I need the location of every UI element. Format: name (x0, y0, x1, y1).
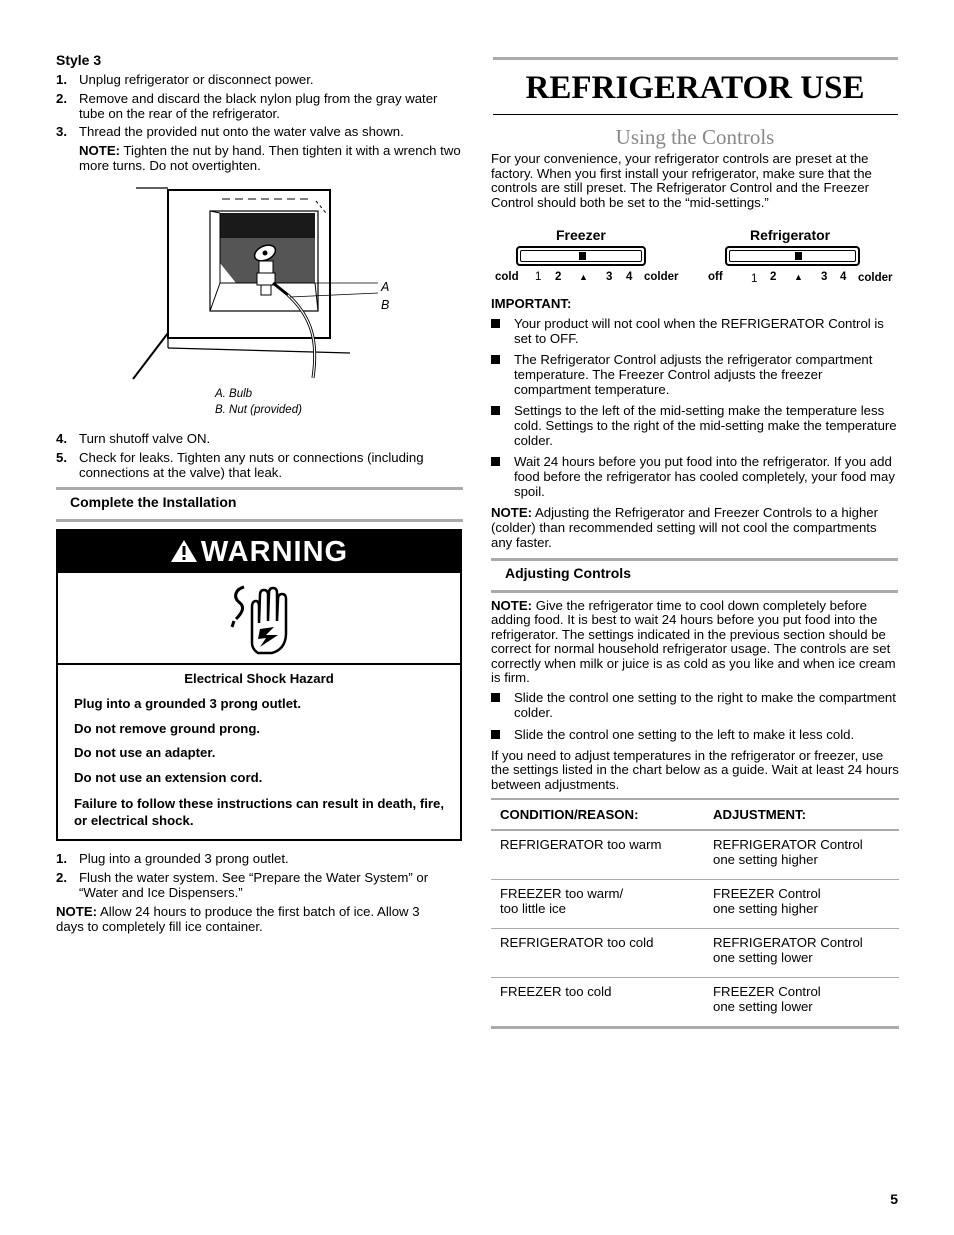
fridge-dial-left: off (708, 271, 723, 283)
warning-item: Do not use an extension cord. (74, 770, 263, 785)
table-cell-adjustment: REFRIGERATOR Control one setting higher (704, 830, 899, 880)
note-cooldown: NOTE: Give the refrigerator time to cool down completely before adding food. It is best to wait 24 hours before you put food into the refrigerator. The settings indicated in the previous section should be correct for normal household refrigerator usage. The controls are set correctly when milk or juice is as cold as you like and when ice cream is firm. (491, 598, 896, 686)
bullet-item: Slide the control one setting to the left to make it less cold. (491, 727, 899, 742)
note-ice: NOTE: Allow 24 hours to produce the first batch of ice. Allow 3 days to completely fill ice container. (56, 904, 420, 934)
fridge-mark: 2 (770, 271, 777, 283)
figure-label-b: B (381, 298, 390, 312)
bullet-square-icon (491, 457, 500, 466)
table-cell-adjustment: FREEZER Control one setting lower (704, 978, 899, 1028)
bullet-square-icon (491, 693, 500, 702)
warning-item: Failure to follow these instructions can result in death, fire, or electrical shock. (74, 796, 445, 828)
freezer-mark: 2 (555, 271, 562, 283)
adjustment-table (491, 798, 899, 1029)
table-cell-condition: FREEZER too warm/ too little ice (491, 880, 704, 929)
important-label: IMPORTANT: (491, 296, 572, 311)
step-item: 3. Thread the provided nut onto the water valve as shown. (56, 124, 404, 139)
title-bottom-rule (493, 114, 898, 115)
figure-caption-b: B. Nut (provided) (215, 404, 302, 416)
freezer-slider[interactable] (516, 246, 646, 266)
hazard-title: Electrical Shock Hazard (184, 671, 334, 686)
warning-box (56, 529, 462, 841)
freezer-dial-label: Freezer (556, 227, 606, 243)
step-item: 1. Plug into a grounded 3 prong outlet. (56, 851, 289, 866)
table-header-row (491, 799, 899, 830)
fridge-mid-mark: ▲ (794, 272, 803, 282)
water-valve-illustration (128, 183, 398, 383)
table-cell-adjustment: REFRIGERATOR Control one setting lower (704, 929, 899, 978)
fridge-mark: 1 (751, 273, 758, 285)
freezer-slider-knob[interactable] (579, 252, 586, 260)
table-row (491, 880, 899, 929)
page-number: 5 (890, 1191, 898, 1207)
bullet-square-icon (491, 355, 500, 364)
warning-item: Do not remove ground prong. (74, 721, 261, 736)
bullet-square-icon (491, 406, 500, 415)
section-complete-installation (56, 487, 463, 522)
table-row (491, 978, 899, 1028)
page-title: REFRIGERATOR USE (525, 70, 865, 106)
note-tighten: NOTE: Tighten the nut by hand. Then tighten it with a wrench two more turns. Do not overtighten. (79, 143, 461, 173)
figure-label-a: A (381, 280, 390, 294)
step-item: 2. Flush the water system. See “Prepare the Water System” or “Water and Ice Dispensers.” (56, 870, 429, 900)
bullet-item: Settings to the left of the mid-setting make the temperature less cold. Settings to the right of the mid-setting make the temperature colder. (491, 403, 899, 448)
section-subtitle: Using the Controls (615, 125, 775, 149)
table-cell-adjustment: FREEZER Control one setting higher (704, 880, 899, 929)
fridge-mark: 3 (821, 271, 828, 283)
warning-item: Plug into a grounded 3 prong outlet. (74, 696, 302, 711)
step-item: 2. Remove and discard the black nylon plug from the gray water tube on the rear of the refrigerator. (56, 91, 438, 121)
table-cell-condition: FREEZER too cold (491, 978, 704, 1028)
warning-divider (58, 663, 460, 665)
table-row (491, 929, 899, 978)
warning-item: Do not use an adapter. (74, 745, 216, 760)
bullet-item: Slide the control one setting to the right to make the compartment colder. (491, 690, 899, 720)
warning-header (58, 531, 460, 573)
fridge-dial-right: colder (858, 272, 893, 284)
note-colder: NOTE: Adjusting the Refrigerator and Freezer Controls to a higher (colder) than recommended setting will not cool the compartments any faster. (491, 505, 879, 550)
figure-caption-a: A. Bulb (215, 388, 253, 400)
electrical-shock-hand-icon (214, 583, 296, 655)
section-adjusting-controls (491, 558, 898, 593)
fridge-slider-knob[interactable] (795, 252, 802, 260)
step-item: 5. Check for leaks. Tighten any nuts or connections (including connections at the valve) that leak. (56, 450, 424, 480)
warning-triangle-icon (170, 539, 198, 563)
bullet-square-icon (491, 319, 500, 328)
fridge-dial-label: Refrigerator (750, 227, 831, 243)
fridge-mark: 4 (840, 271, 847, 283)
freezer-mid-mark: ▲ (579, 272, 588, 282)
freezer-mark: 1 (535, 271, 542, 283)
bullet-square-icon (491, 730, 500, 739)
bullet-item: Wait 24 hours before you put food into the refrigerator. If you add food before the refrigerator has cooled completely, your food may spoil. (491, 454, 899, 499)
bullet-item: The Refrigerator Control adjusts the refrigerator compartment temperature. The Freezer Control adjusts the freezer compartment temperature. (491, 352, 899, 397)
table-header-adjustment: ADJUSTMENT: (704, 799, 899, 830)
fridge-slider[interactable] (725, 246, 860, 266)
style-heading: Style 3 (56, 52, 102, 68)
table-cell-condition: REFRIGERATOR too warm (491, 830, 704, 880)
step-item: 1. Unplug refrigerator or disconnect power. (56, 72, 314, 87)
table-cell-condition: REFRIGERATOR too cold (491, 929, 704, 978)
warning-title: WARNING (58, 537, 460, 567)
freezer-mark: 3 (606, 271, 613, 283)
intro-paragraph: For your convenience, your refrigerator controls are preset at the factory. When you first install your refrigerator, make sure that the controls are still preset. The Refrigerator Control and the Freezer Control should both be set to the “mid-settings.” (491, 151, 872, 210)
section-heading: Adjusting Controls (505, 565, 631, 581)
freezer-dial-left: cold (495, 271, 519, 283)
bullet-item: Your product will not cool when the REFRIGERATOR Control is set to OFF. (491, 316, 899, 346)
freezer-dial-right: colder (644, 271, 679, 283)
title-top-rule (493, 57, 898, 60)
guide-paragraph: If you need to adjust temperatures in the refrigerator or freezer, use the settings listed in the chart below as a guide. Wait at least 24 hours between adjustments. (491, 748, 899, 792)
table-row (491, 830, 899, 880)
step-item: 4. Turn shutoff valve ON. (56, 431, 211, 446)
freezer-mark: 4 (626, 271, 633, 283)
section-heading: Complete the Installation (70, 494, 237, 510)
table-header-condition: CONDITION/REASON: (491, 799, 704, 830)
